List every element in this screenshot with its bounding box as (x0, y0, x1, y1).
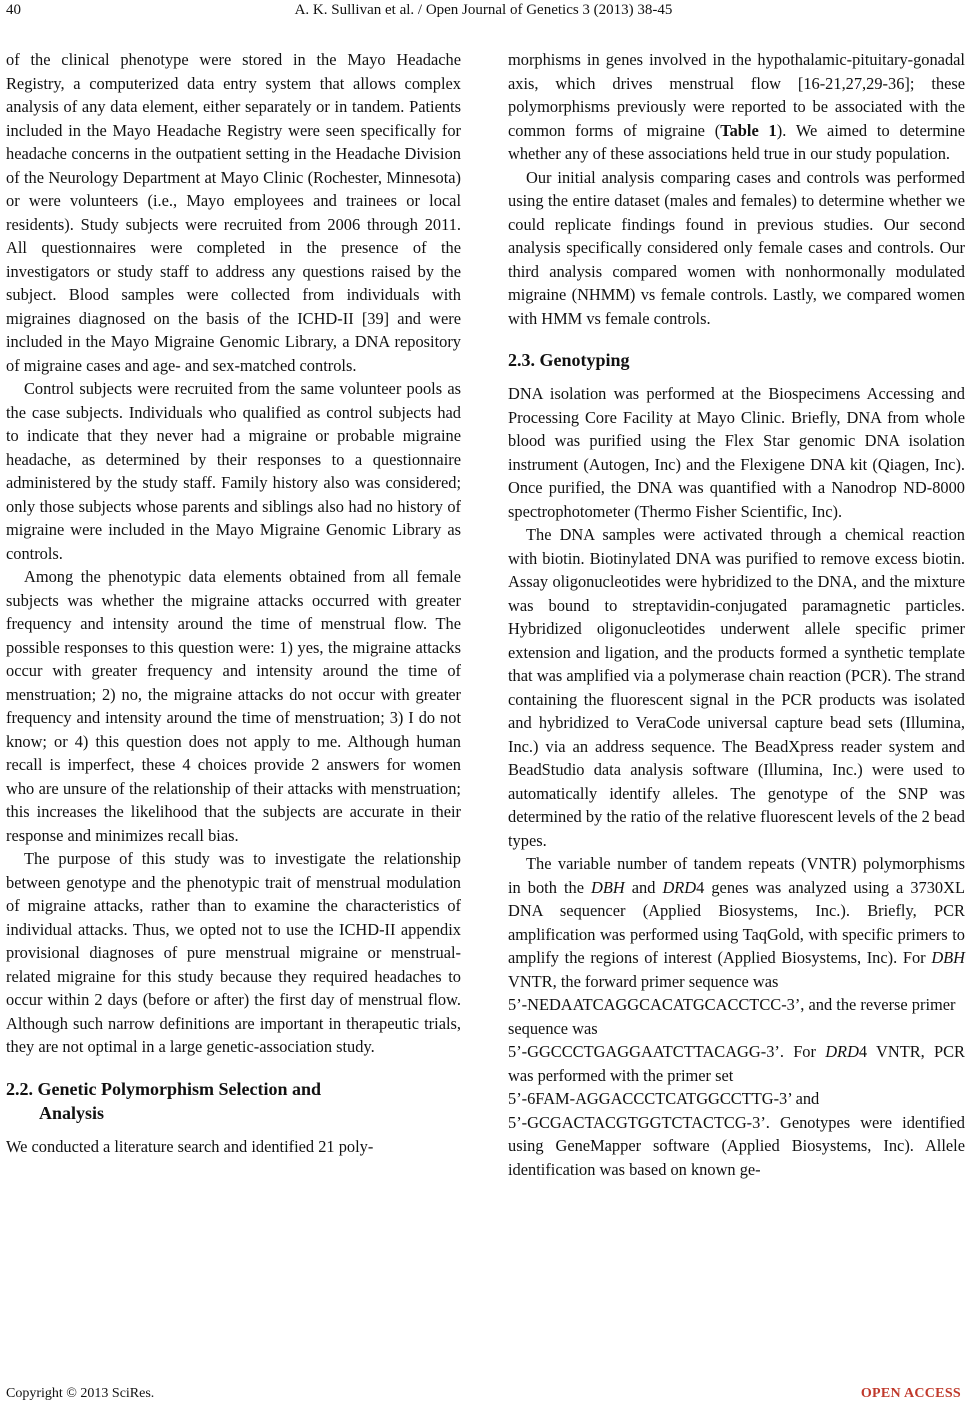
text-run: 4 VNTR, PCR was performed with the primer set (508, 1042, 965, 1085)
paragraph: Control subjects were recruited from the same volunteer pools as the case subjects. Individuals who qualified as control subjects had to indicate that they never had a migraine or probable migraine headache, as determined by their responses to a questionnaire administered by the study staff. Family history also was considered; only those subjects whose parents and siblings also had no history of migraine were included in the Mayo Migraine Genomic Library as controls. (6, 379, 461, 563)
paragraph (508, 48, 965, 166)
text-run: VNTR, the forward primer sequence was (508, 971, 779, 991)
gene-name: DRD (825, 1042, 859, 1061)
gene-name: DRD (662, 877, 697, 897)
primer-sequence: 5’-GCGACTACGTGGTCTACTCG-3’. Genotypes were identified using GeneMapper software (Applied Biosystems, Inc). Allele identification was based on known ge- (508, 1112, 965, 1179)
gene-name: DBH (591, 877, 625, 897)
text-run: The variable number of tandem repeats (VNTR) polymorphisms in both the (508, 854, 965, 897)
section-heading-line1: 2.2. Genetic Polymorphism Selection and (6, 1078, 321, 1099)
paragraph (508, 852, 965, 993)
paragraph: The purpose of this study was to investigate the relationship between genotype and the phenotypic trait of menstrual modulation of migraine attacks, rather than to examine the characteristics of individual attacks. Thus, we opted not to use the ICHD-II appendix provisional diagnoses of pure menstrual migraine or menstrual-related migraine for this study because they required headaches to occur within 2 days (before or after) the first day of menstrual flow. Although such narrow definitions are important in therapeutic trials, they are not optimal in a large genetic-association study. (6, 849, 461, 1056)
copyright: Copyright © 2013 SciRes. (6, 1386, 155, 1401)
section-heading-line2: Analysis (39, 1102, 105, 1123)
paragraph: Among the phenotypic data elements obtained from all female subjects was whether the migraine attacks occurred with greater frequency and intensity around the time of menstrual flow. The possible responses to this question were: 1) yes, the migraine attacks occur with greater frequency and intensity around the time of menstruation; 2) no, the migraine attacks do not occur with greater frequency and intensity around the time of menstruation; 3) I do not know; or 4) this question does not apply to me. Although human recall is imperfect, these 4 choices provide 2 answers for women who are unsure of the relationship of their attacks with menstruation; this increases the likelihood that the subjects are accurate in their response and minimizes recall bias. (6, 567, 461, 845)
text-run: morphisms in genes involved in the hypothalamic-pituitary-gonadal axis, which drives menstrual flow [16-21,27,29-36]; these polymorphisms previously were reported to be associated with the common forms of migraine ( (508, 50, 965, 140)
gene-name: DBH (931, 948, 965, 967)
page-number: 40 (6, 2, 21, 18)
section-heading (6, 1077, 461, 1125)
primer-sequence (508, 1040, 965, 1087)
primer-sequence: 5’-NEDAATCAGGCACATGCACCTCC-3’, and the reverse primer sequence was (508, 995, 956, 1038)
primer-sequence: 5’-6FAM-AGGACCCTCATGGCCTTG-3’ and (508, 1089, 820, 1108)
text-run: 5’-GGCCCTGAGGAATCTTACAGG-3’. For (508, 1042, 826, 1061)
left-column (6, 48, 461, 1158)
text-run: ). We aimed to determine whether any of these associations held true in our study population. (508, 120, 965, 163)
paragraph: of the clinical phenotype were stored in the Mayo Headache Registry, a computerized data entry system that allows complex analysis of any data element, either separately or in tandem. Patients included in the Mayo Headache Registry were seen specifically for headache concerns in the outpatient setting in the Headache Division of the Neurology Department at Mayo Clinic (Rochester, Minnesota) or were volunteers (i.e., Mayo employees and trainees or local residents). Study subjects were recruited from 2006 through 2011. All questionnaires were completed in the presence of the investigators or study staff to address any questions raised by the subject. Blood samples were collected from individuals with migraines diagnosed on the basis of the ICHD-II [39] and were included in the Mayo Migraine Genomic Library, a DNA repository of migraine cases and age- and sex-matched controls. (6, 50, 461, 375)
section-heading: 2.3. Genotyping (508, 350, 630, 370)
text-run: 4 genes was analyzed using a 3730XL DNA sequencer (Applied Biosystems, Inc.). Briefly, PCR amplification was performed using TaqGold, with specific primers to amplify the regions of interest (Applied Biosystems, Inc). For (508, 877, 965, 967)
table-ref: Table 1 (720, 120, 777, 140)
paragraph: We conducted a literature search and identified 21 poly- (6, 1136, 374, 1156)
paragraph: Our initial analysis comparing cases and controls was performed using the entire dataset (males and females) to determine whether we could replicate findings found in previous studies. Our second analysis specifically considered only female cases and controls. Our third analysis compared women with nonhormonally modulated migraine (NHMM) vs female controls. Lastly, we compared women with HMM vs female controls. (508, 167, 965, 328)
text-run: and (624, 877, 663, 897)
running-head: A. K. Sullivan et al. / Open Journal of Genetics 3 (2013) 38-45 (294, 2, 673, 18)
paragraph: The DNA samples were activated through a chemical reaction with biotin. Biotinylated DNA was purified to remove excess biotin. Assay oligonucleotides were hybridized to the DNA, and the mixture was bound to streptavidin-conjugated paramagnetic particles. Hybridized oligonucleotides underwent allele specific primer extension and ligation, and the products formed a synthetic template that was amplified via a polymerase chain reaction (PCR). The strand containing the fluorescent signal in the PCR products was isolated and hybridized to VeraCode universal capture bead sets (Illumina, Inc.) via an address sequence. The BeadXpress reader system and BeadStudio data analysis software (Illumina, Inc.) were used to automatically identify alleles. The genotype of the SNP was determined by the ratio of the relative fluorescent levels of the 2 bead types. (508, 525, 965, 850)
open-access-label: OPEN ACCESS (860, 1386, 961, 1401)
right-column (508, 48, 965, 1181)
paragraph: DNA isolation was performed at the Biospecimens Accessing and Processing Core Facility at Mayo Clinic. Briefly, DNA from whole blood was purified using the Flex Star genomic DNA isolation instrument (Autogen, Inc) and the Flexigene DNA kit (Qiagen, Inc). Once purified, the DNA was quantified with a Nanodrop ND-8000 spectrophotometer (Thermo Fisher Scientific, Inc). (508, 384, 965, 521)
